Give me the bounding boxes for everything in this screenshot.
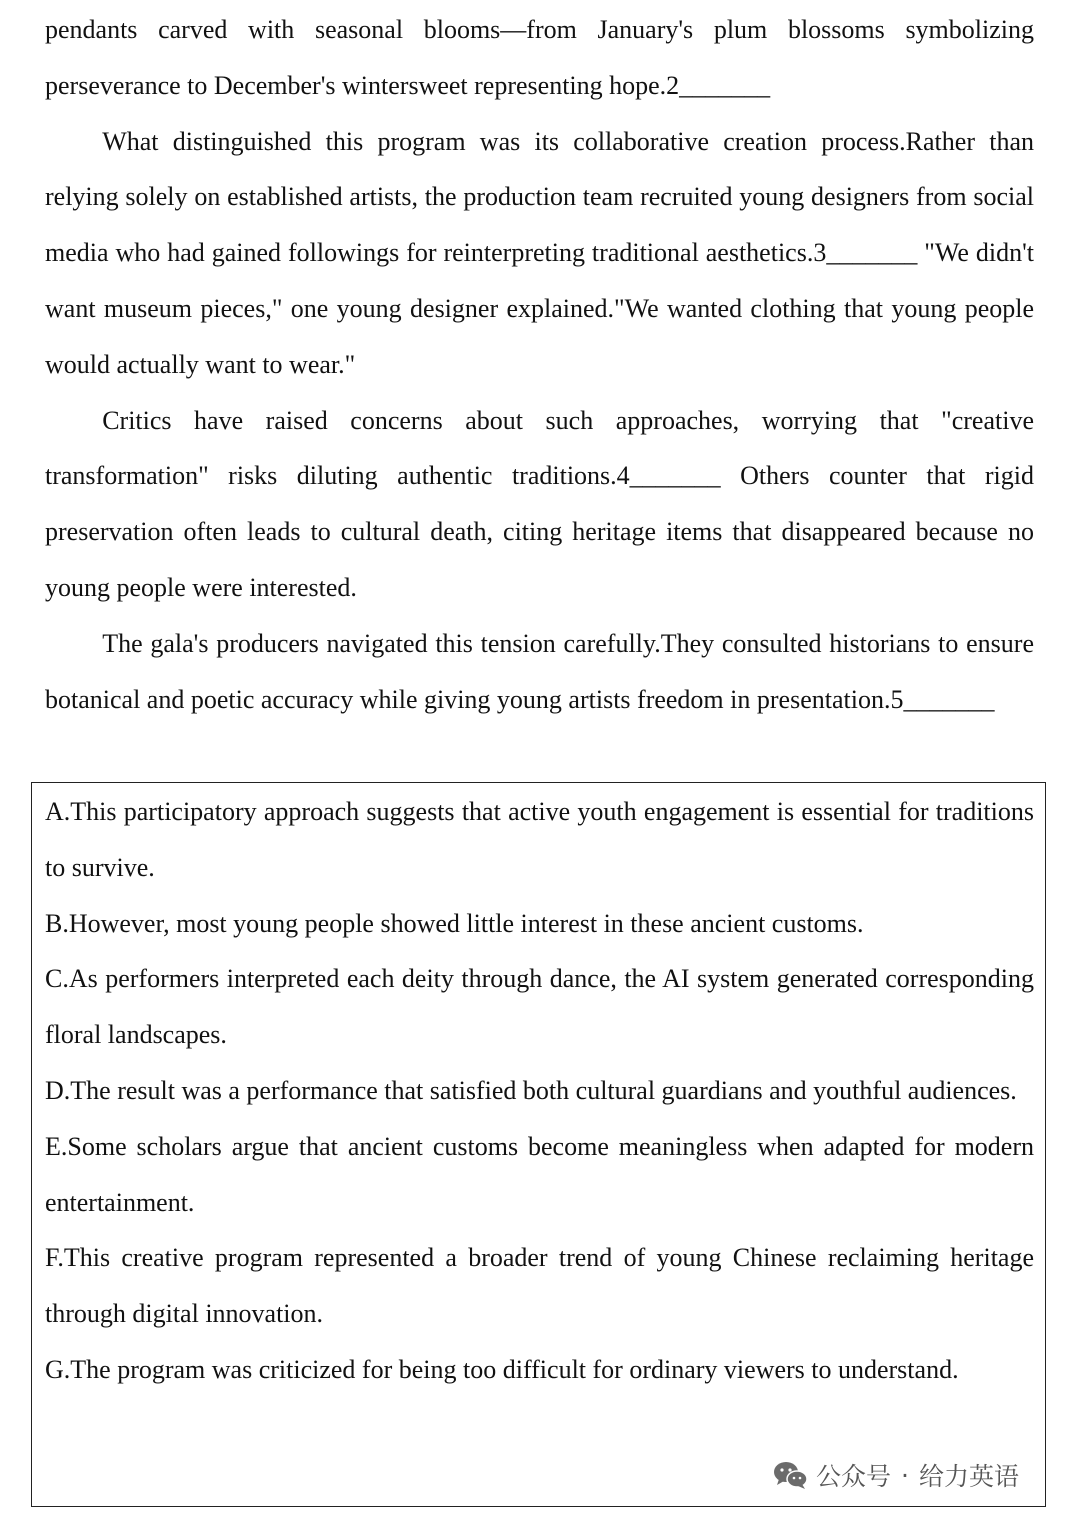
option-b: B.However, most young people showed little interest in these ancient customs. [45,908,864,938]
passage-paragraph: The gala's producers navigated this tension carefully.They consulted historians to ensure botanical and poetic accuracy while giving young artists freedom in presentation.5_______ [45,628,1034,714]
watermark-separator: · [901,1460,909,1490]
option-d: D.The result was a performance that satisfied both cultural guardians and youthful audiences. [45,1075,1017,1105]
passage-paragraph: What distinguished this program was its collaborative creation process.Rather than relying solely on established artists, the production team recruited young designers from social media who had gained followings for reinterpreting traditional aesthetics.3_______ "We didn't want museum pieces," one young designer explained."We wanted clothing that young people would actually want to wear." [45,126,1034,379]
option-g: G.The program was criticized for being too difficult for ordinary viewers to understand. [45,1354,959,1384]
option-e: E.Some scholars argue that ancient customs become meaningless when adapted for modern entertainment. [45,1131,1034,1217]
watermark-account: 给力英语 [918,1462,1019,1491]
reading-passage [45,2,1034,727]
watermark [772,1455,1023,1495]
passage-paragraph: Critics have raised concerns about such approaches, worrying that "creative transformation" risks diluting authentic traditions.4_______ Others counter that rigid preservation often leads to cultural death, citing heritage items that disappeared because no young people were interested. [45,405,1034,602]
option-c: C.As performers interpreted each deity through dance, the AI system generated corresponding floral landscapes. [45,964,1034,1050]
option-f: F.This creative program represented a broader trend of young Chinese reclaiming heritage through digital innovation. [45,1243,1034,1329]
answer-options-list [45,784,1034,1398]
passage-paragraph: pendants carved with seasonal blooms—from January's plum blossoms symbolizing perseverance to December's wintersweet representing hope.2_______ [45,15,1034,100]
option-a: A.This participatory approach suggests that active youth engagement is essential for traditions to survive. [45,797,1034,882]
watermark-label: 公众号 [816,1462,892,1491]
wechat-icon [772,1460,808,1490]
answer-options-box [31,782,1046,1507]
